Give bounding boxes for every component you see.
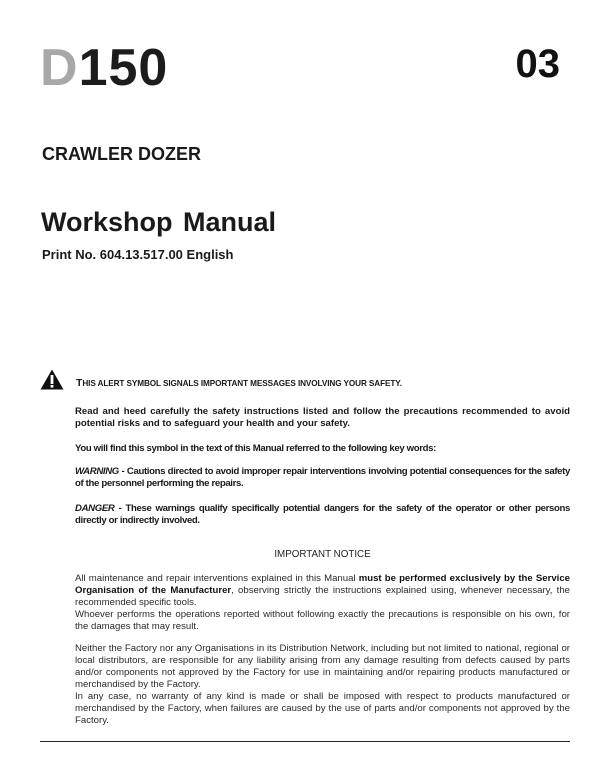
notice-paragraph-2 [75, 643, 570, 727]
notice-p1-bold: must be performed exclusively by the Service Organisation of the Manufacturer [75, 573, 570, 596]
model-designation [40, 39, 169, 97]
notice-p1-start: All maintenance and repair interventions explained in this Manual [75, 573, 359, 584]
document-title: Workshop Manual [41, 207, 277, 237]
warning-triangle-icon [40, 369, 64, 389]
alert-first-letter: T [76, 377, 83, 389]
danger-keyword: DANGER [75, 503, 115, 514]
notice-service-clause [75, 573, 570, 609]
warning-text: - Cautions directed to avoid improper repair interventions involving potential consequences for the safety of the personnel performing the repairs. [75, 466, 570, 489]
footer-divider [40, 741, 570, 742]
model-prefix: D [40, 39, 79, 97]
section-number: 03 [515, 42, 560, 86]
notice-p1-end: , observing strictly the instructions explained using, whenever necessary, the recommended specific tools. [75, 585, 570, 608]
print-number: Print No. 604.13.517.00 English [42, 247, 234, 262]
danger-text: - These warnings qualify specifically potential dangers for the safety of the operator or other persons directly or indirectly involved. [75, 503, 570, 526]
danger-definition [75, 503, 570, 527]
warning-keyword: WARNING [75, 466, 119, 477]
safety-intro: Read and heed carefully the safety instructions listed and follow the precautions recommended to avoid potential risks and to safeguard your health and your safety. [75, 406, 570, 429]
notice-warranty-clause: In any case, no warranty of any kind is made or shall be imposed with respect to products manufactured or merchandised by the Factory, when failures are caused by the use of parts and/or components not approved by the Factory. [75, 691, 570, 726]
alert-text: HIS ALERT SYMBOL SIGNALS IMPORTANT MESSAGES INVOLVING YOUR SAFETY. [82, 379, 402, 388]
notice-liability-clause: Neither the Factory nor any Organisations in its Distribution Network, including but not limited to national, regional or local distributors, are responsible for any liability arising from any damage resulting from defects caused by parts and/or components not approved by the Factory for use in maintaining and/or repairing products manufactured or merchandised by the Factory. [75, 643, 570, 690]
notice-paragraph-1 [75, 573, 570, 633]
warning-definition [75, 466, 570, 490]
model-number: 150 [78, 39, 169, 97]
machine-type: CRAWLER DOZER [42, 144, 201, 164]
notice-responsibility-clause: Whoever performs the operations reported without following exactly the precautions is responsible on his own, for the damages that may result. [75, 609, 570, 632]
alert-statement [76, 378, 402, 389]
important-notice-heading: IMPORTANT NOTICE [274, 549, 371, 560]
symbol-reference: You will find this symbol in the text of this Manual referred to the following key words: [75, 443, 436, 454]
